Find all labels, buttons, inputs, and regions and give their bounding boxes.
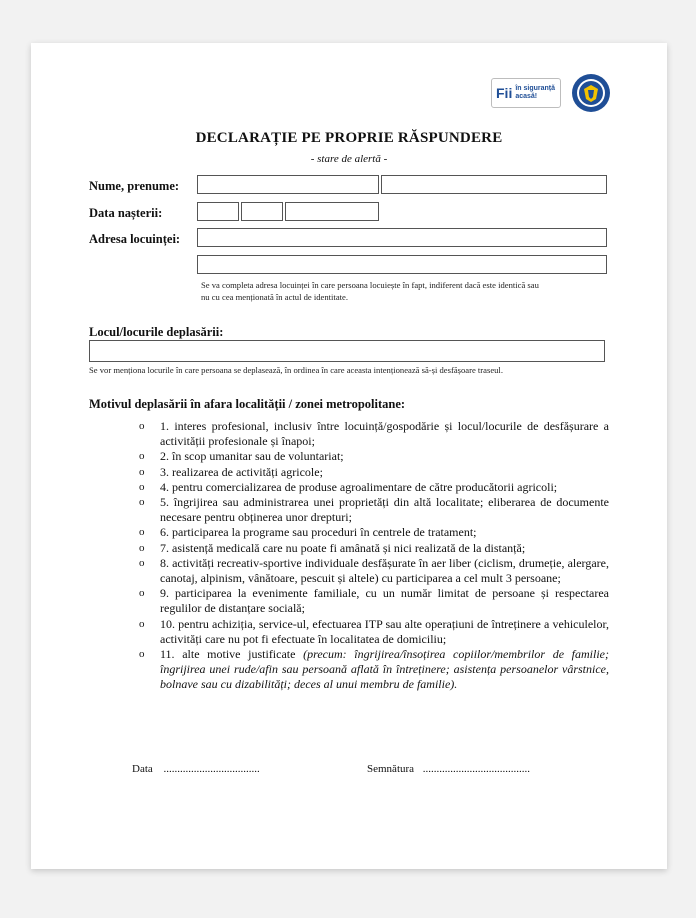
reason-item-10[interactable]: o 10. pentru achiziția, service-ul, efectuarea ITP sau alte operațiuni de întreținere a vehiculelor, activități care nu pot fi efectuate în localitatea de domiciliu; — [139, 616, 609, 646]
reason-item-6[interactable]: o 6. participarea la programe sau proceduri în centrele de tratament; — [139, 525, 477, 540]
date-fill-line[interactable]: ................................... — [163, 763, 260, 775]
signature-label: Semnătura — [367, 763, 415, 775]
signature-area — [367, 763, 530, 775]
birth-day-field[interactable] — [197, 202, 239, 221]
locations-note: Se vor menționa locurile în care persoana se deplasează, în ordinea în care aceasta intenționează să-și desfășoare traseul. — [89, 365, 503, 375]
locations-field[interactable] — [89, 340, 605, 362]
reason-item-4[interactable]: o 4. pentru comercializarea de produse agroalimentare de către producătorii agricoli; — [139, 479, 558, 494]
bullet-circle-icon: o — [139, 480, 145, 493]
bullet-circle-icon: o — [139, 617, 145, 630]
signature-fill-line[interactable]: ....................................... — [422, 763, 531, 775]
bullet-circle-icon: o — [139, 648, 145, 661]
bullet-circle-icon: o — [139, 465, 145, 478]
document-title: DECLARAȚIE PE PROPRIE RĂSPUNDERE — [195, 130, 503, 146]
birth-date-label: Data nașterii: — [89, 206, 163, 220]
fii-logo-tagline: în siguranță acasă! — [515, 85, 556, 100]
reason-item-11[interactable]: o 11. alte motive justificate (precum: îngrijirea/însoțirea copiilor/membrilor de familie; îngrijirea unei rude/afin sau persoană aflată în întreținere; asistența persoanelor vârstnice, bolnave sau cu dizabilități; deces al unui membru de familie). — [139, 647, 609, 692]
reason-item-7[interactable]: o 7. asistență medicală care nu poate fi amânată și nici realizată de la distanță; — [139, 540, 526, 555]
last-name-field[interactable] — [197, 175, 379, 194]
locations-label: Locul/locurile deplasării: — [89, 325, 224, 339]
address-note: Se va completa adresa locuinței în care persoana locuiește în fapt, indiferent dacă este identică sau nu cu cea menționată în actul de identitate. — [201, 280, 539, 302]
reasons-title: Motivul deplasării în afara localității / zonei metropolitane: — [89, 397, 406, 411]
address-field-line-1[interactable] — [197, 228, 607, 247]
reason-item-1[interactable]: o 1. interes profesional, inclusiv între locuință/gospodărie și locul/locurile de desfășurare a activității profesionale și înapoi; — [139, 419, 609, 449]
bullet-circle-icon: o — [139, 587, 145, 600]
fii-logo-text: Fii — [496, 85, 513, 101]
name-label: Nume, prenume: — [89, 179, 180, 193]
reason-item-2[interactable]: o 2. în scop umanitar sau de voluntariat; — [139, 449, 344, 464]
bullet-circle-icon: o — [139, 526, 145, 539]
bullet-circle-icon: o — [139, 450, 145, 463]
bullet-circle-icon: o — [139, 556, 145, 569]
fii-in-siguranta-logo — [491, 78, 561, 108]
header-logos — [491, 73, 611, 113]
document-page — [31, 43, 667, 869]
first-name-field[interactable] — [381, 175, 607, 194]
reason-item-5[interactable]: o 5. îngrijirea sau administrarea unei proprietăți din altă localitate; eliberarea de documente necesare pentru obținerea unor drepturi; — [139, 495, 609, 525]
bullet-circle-icon: o — [139, 420, 145, 432]
reasons-list — [139, 419, 609, 693]
reason-item-9[interactable]: o 9. participarea la evenimente familiale, cu un număr limitat de persoane și respectarea regulilor de distanțare socială; — [139, 586, 609, 616]
reason-item-3[interactable]: o 3. realizarea de activități agricole; — [139, 464, 323, 479]
date-signature-area — [132, 763, 260, 775]
bullet-circle-icon: o — [139, 541, 145, 554]
address-label: Adresa locuinței: — [89, 232, 181, 246]
address-field-line-2[interactable] — [197, 255, 607, 274]
date-label: Data — [132, 763, 153, 775]
bullet-circle-icon: o — [139, 496, 145, 509]
birth-year-field[interactable] — [285, 202, 379, 221]
reason-item-8[interactable]: o 8. activități recreativ-sportive individuale desfășurate în aer liber (ciclism, drumeție, alergare, canotaj, alpinism, vânătoare, pescuit și altele) cu participarea a cel mult 3 persoane; — [139, 555, 609, 586]
guvernul-romaniei-seal-icon — [571, 73, 611, 113]
document-subtitle: - stare de alertă - — [310, 153, 388, 165]
birth-month-field[interactable] — [241, 202, 283, 221]
